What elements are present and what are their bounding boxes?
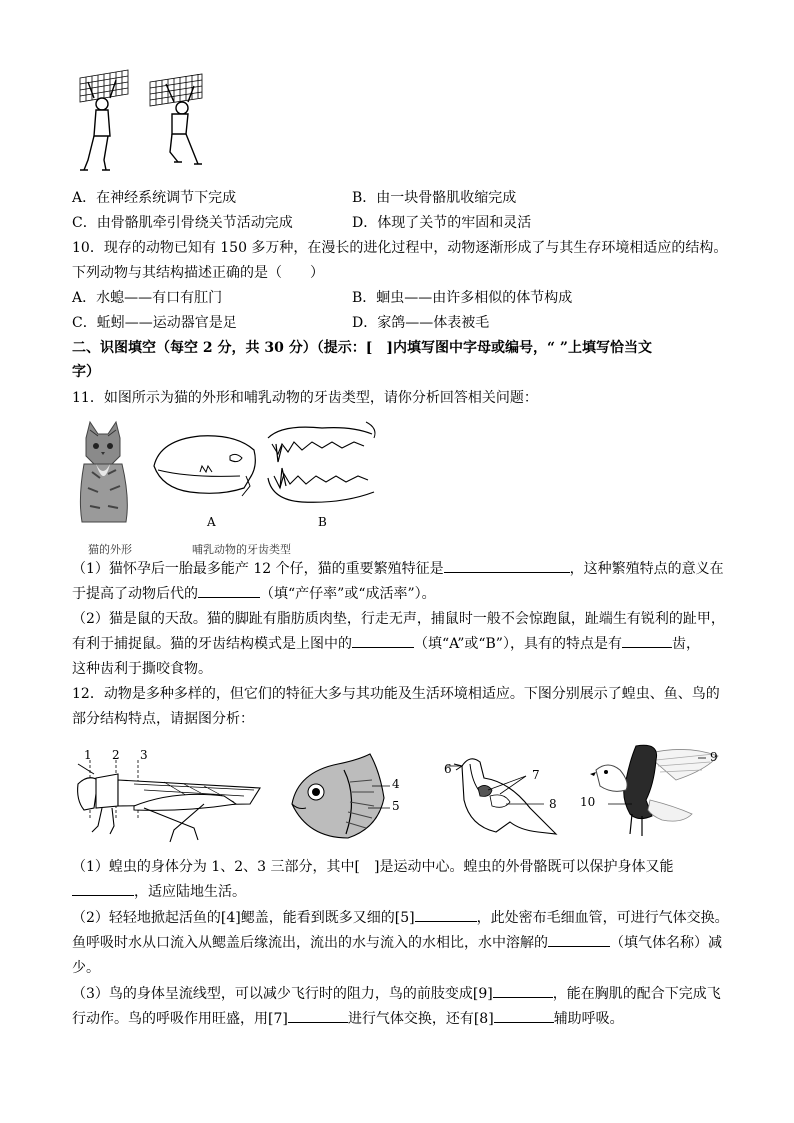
q12-p2-line2 — [72, 932, 722, 954]
q12-p3-text-e: 辅助呼吸。 — [553, 1011, 624, 1027]
q12-p2-line1 — [72, 907, 729, 929]
q10-option-b: B．蛔虫——由许多相似的体节构成 — [352, 290, 573, 306]
q11-p1-line2 — [72, 583, 436, 605]
q12-blank-gill-filament[interactable] — [415, 907, 477, 922]
q12-p3-text-d: 进行气体交换，还有[8] — [347, 1011, 494, 1027]
label-b: B — [318, 515, 327, 529]
num-9: 9 — [710, 750, 718, 764]
num-7: 7 — [532, 768, 540, 782]
q12-p3-text-c: 行动作。鸟的呼吸作用旺盛，用[7] — [72, 1011, 288, 1027]
q12-p2-text-d: （填气体名称）减 — [610, 935, 722, 951]
skull-a-drawing — [150, 426, 260, 506]
q12-p3-text-a: （3）鸟的身体呈流线型，可以减少飞行时的阻力，鸟的前肢变成[9] — [72, 986, 493, 1002]
num-8: 8 — [549, 797, 557, 811]
num-1: 1 — [84, 748, 92, 762]
q11-p2-text-c: （填“A”或“B”），具有的特点是有 — [414, 636, 622, 652]
q11-p2-line2 — [72, 633, 700, 655]
q11-blank-tooth-type[interactable] — [622, 633, 672, 648]
q12-p2-text-a: （2）轻轻地掀起活鱼的[4]鳃盖，能看到既多又细的[5] — [72, 910, 415, 926]
grasshopper-drawing — [74, 760, 264, 844]
cat-photo — [72, 418, 134, 524]
player-right — [166, 84, 202, 164]
q9-option-c: C．由骨骼肌牵引骨绕关节活动完成 — [72, 215, 293, 231]
bird-flight-drawing — [586, 740, 726, 840]
q11-p2-text-d: 齿， — [671, 636, 700, 652]
q12-p2-text-c: 鱼呼吸时水从口流入从鳃盖后缘流出，流出的水与流入的水相比，水中溶解的 — [72, 935, 548, 951]
skull-b-drawing — [262, 418, 382, 508]
num-5: 5 — [392, 799, 400, 813]
q11-p2-line3: 这种齿利于撕咬食物。 — [72, 661, 212, 677]
num-4: 4 — [392, 777, 400, 791]
q11-p2-text-b: 有利于捕捉鼠。猫的牙齿结构模式是上图中的 — [72, 636, 352, 652]
q11-p1-line1 — [72, 558, 724, 580]
q12-p1-line1: （1）蝗虫的身体分为 1、2、3 三部分，其中[ ]是运动中心。蝗虫的外骨骼既可以保护身体又能 — [72, 859, 674, 875]
q12-blank-lung[interactable] — [288, 1008, 348, 1023]
q10-stem-line2: 下列动物与其结构描述正确的是（ ） — [72, 265, 324, 281]
q12-p3-text-b: ，能在胸肌的配合下完成飞 — [552, 986, 721, 1002]
q11-stem: 11．如图所示为猫的外形和哺乳动物的牙齿类型，请你分析回答相关问题： — [72, 390, 538, 406]
q10-option-a: A．水螅——有口有肛门 — [72, 290, 223, 306]
q11-blank-tooth-model[interactable] — [352, 633, 414, 648]
q12-p1-line2 — [72, 881, 246, 903]
q12-stem-line1: 12．动物是多种多样的，但它们的特征大多与其功能及生活环境相适应。下图分别展示了蝗虫、鱼、鸟的 — [72, 686, 720, 702]
q10-option-c: C．蚯蚓——运动器官是足 — [72, 315, 237, 331]
q9-option-b: B．由一块骨骼肌收缩完成 — [352, 190, 517, 206]
q11-p1-text-d: （填“产仔率”或“成活率”）。 — [260, 586, 436, 602]
q9-option-d: D．体现了关节的牢固和灵活 — [352, 215, 532, 231]
q11-p1-text-a: （1）猫怀孕后一胎最多能产 12 个仔，猫的重要繁殖特征是 — [72, 561, 444, 577]
q12-p1-text-b: ，适应陆地生活。 — [134, 884, 246, 900]
q9-option-a: A．在神经系统调节下完成 — [72, 190, 237, 206]
q11-blank-offspring-rate[interactable] — [198, 583, 260, 598]
q11-p2-line1: （2）猫是鼠的天敌。猫的脚趾有脂肪质肉垫，行走无声，捕鼠时一般不会惊跑鼠，趾端生有锐利的趾甲， — [72, 611, 725, 627]
q12-p2-line3: 少。 — [72, 960, 100, 976]
q12-blank-gas-name[interactable] — [548, 932, 610, 947]
q12-p3-line2 — [72, 1008, 624, 1030]
net-left — [80, 70, 128, 102]
q12-blank-wing[interactable] — [493, 983, 553, 998]
caption-teeth: 哺乳动物的牙齿类型 — [192, 543, 291, 556]
fish-head-drawing — [288, 752, 400, 844]
q10-option-d: D．家鸽——体表被毛 — [352, 315, 490, 331]
q10-stem-line1: 10．现存的动物已知有 150 多万种，在漫长的进化过程中，动物逐渐形成了与其生存环境相适应的结构。 — [72, 240, 728, 256]
caption-cat: 猫的外形 — [88, 543, 132, 556]
section-heading-line1: 二、识图填空（每空 2 分，共 30 分）（提示：[ ]内填写图中字母或编号，“ ”上填写恰当文 — [72, 340, 652, 356]
net-right — [150, 74, 202, 106]
q12-p3-line1 — [72, 983, 721, 1005]
q11-p1-text-b: ，这种繁殖特点的意义在 — [569, 561, 724, 577]
q12-stem-line2: 部分结构特点，请据图分析： — [72, 711, 254, 727]
label-a: A — [207, 515, 216, 529]
q11-blank-reproduction-feature[interactable] — [444, 558, 570, 573]
volleyball-players-figure — [70, 64, 210, 176]
num-6: 6 — [444, 762, 452, 776]
bird-internal-drawing — [440, 752, 564, 840]
num-10: 10 — [580, 795, 596, 809]
q11-p1-text-c: 于提高了动物后代的 — [72, 586, 198, 602]
q12-p2-text-b: ，此处密布毛细血管，可进行气体交换。 — [476, 910, 729, 926]
num-2: 2 — [112, 748, 120, 762]
section-heading-line2: 字） — [72, 364, 100, 380]
q12-blank-air-sac[interactable] — [494, 1008, 554, 1023]
num-3: 3 — [140, 748, 148, 762]
q12-blank-exoskeleton[interactable] — [72, 881, 134, 896]
